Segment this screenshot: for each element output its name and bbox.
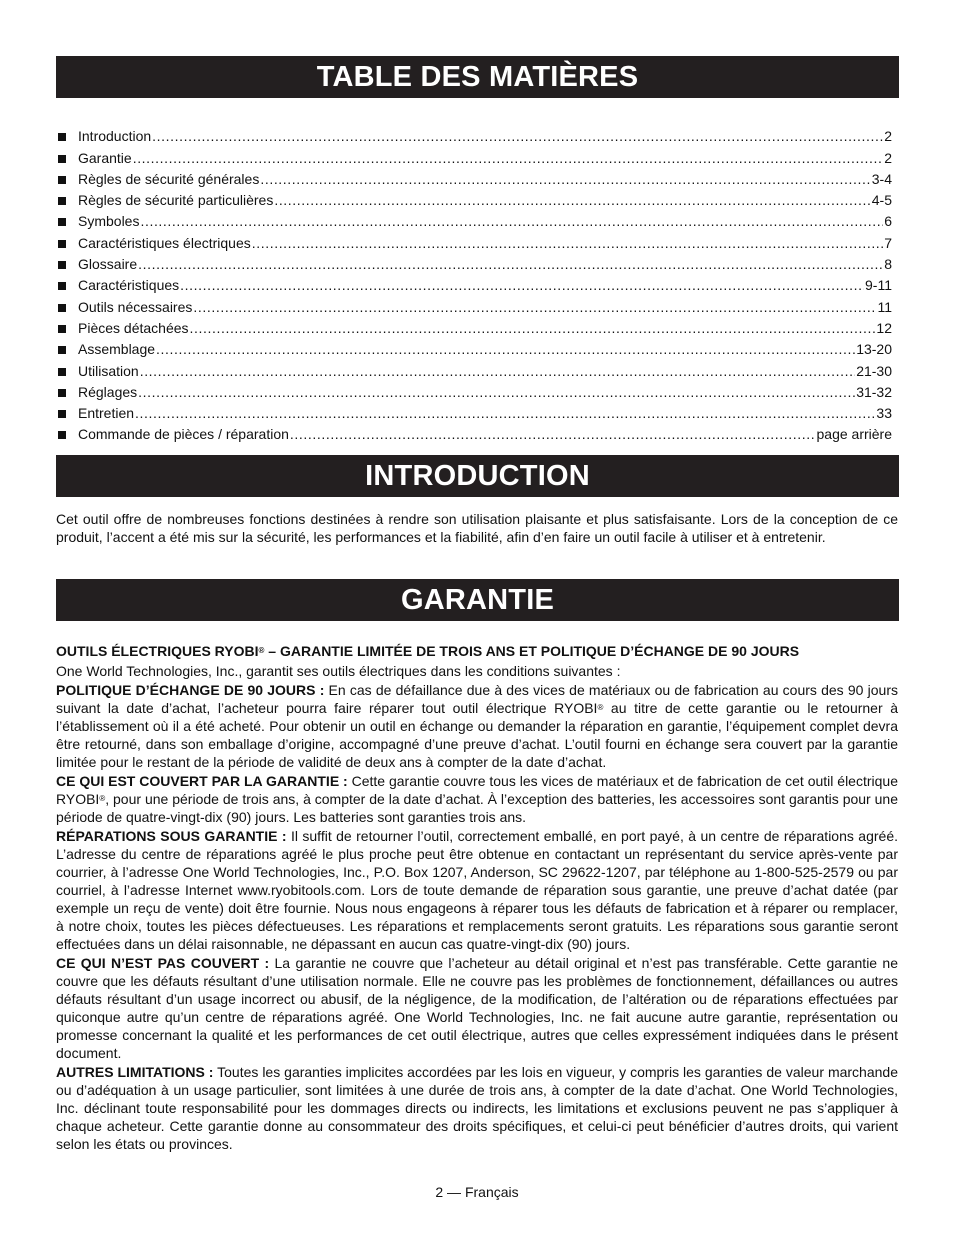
toc-item-page: 9-11 xyxy=(865,277,892,294)
square-bullet-icon xyxy=(58,389,66,397)
toc-leader-dots xyxy=(133,150,884,167)
square-bullet-icon xyxy=(58,304,66,312)
toc-leader-dots xyxy=(152,128,883,145)
toc-leader-dots xyxy=(140,363,855,380)
warranty-section xyxy=(56,642,898,1154)
toc-item xyxy=(58,337,892,358)
toc-item-label: Utilisation xyxy=(78,362,139,379)
toc-item-page: 2 xyxy=(884,149,892,166)
toc-leader-dots xyxy=(260,171,870,188)
toc-leader-dots xyxy=(252,235,883,252)
toc-item xyxy=(58,188,892,209)
toc-item xyxy=(58,401,892,422)
warranty-lead: One World Technologies, Inc., garantit ses outils électriques dans les conditions suivantes : xyxy=(56,663,621,679)
toc-item xyxy=(58,209,892,230)
toc-item-page: 21-30 xyxy=(856,362,892,379)
toc-item-page: page arrière xyxy=(816,426,892,443)
toc-item-page: 13-20 xyxy=(856,341,892,358)
toc-item-label: Entretien xyxy=(78,405,135,422)
toc-item xyxy=(58,145,892,166)
toc-item-page: 6 xyxy=(884,213,892,230)
toc-item-label: Commande de pièces / réparation xyxy=(78,426,289,443)
toc-item-page: 33 xyxy=(876,405,892,422)
toc-item-label: Caractéristiques xyxy=(78,277,180,294)
other-limitations-paragraph: AUTRES LIMITATIONS : Toutes les garanties implicites accordées par les lois en vigueur, y compris les garanties de valeur marchande ou d’adéquation à un usage particulier, sont limitées à une durée de trois ans, à compter de la date d’achat. One World Technologies, Inc. déclinant toute responsabilité pour les dommages directs ou indirects, les limitations et exclusions peuvent ne pas s’appliquer à chaque acheteur. Cette garantie donne au consommateur des droits spécifiques, et celui-ci peut bénéficier d’autres droits, qui varient selon les états ou provinces. xyxy=(56,1064,898,1152)
square-bullet-icon xyxy=(58,431,66,439)
toc-leader-dots xyxy=(138,384,855,401)
toc-leader-dots xyxy=(156,341,855,358)
toc-item-page: 4-5 xyxy=(871,192,892,209)
toc-leader-dots xyxy=(140,213,883,230)
toc-item-label: Symboles xyxy=(78,213,140,230)
toc-item-label: Assemblage xyxy=(78,341,156,358)
square-bullet-icon xyxy=(58,325,66,333)
toc-item xyxy=(58,422,892,443)
square-bullet-icon xyxy=(58,176,66,184)
square-bullet-icon xyxy=(58,155,66,163)
toc-item xyxy=(58,380,892,401)
not-covered-paragraph: CE QUI N’EST PAS COUVERT : La garantie ne couvre que l’acheteur au détail original et n’est pas transférable. Cette garantie ne couvre que les défauts résultant d’une utilisation normale. Elle ne couvre pas les problèmes de fonctionnement, défaillances ou autres défauts résultant d’un usage incorrect ou abusif, de la négligence, de la modification, de l’altération ou de réparations effectuées par quiconque autre qu’un centre de réparations agréé. One World Technologies, Inc. ne fait aucune autre garantie, représentation ou promesse concernant la qualité et les performances de cet outil électrique, autres que celles expressément indiquées dans le présent document. xyxy=(56,955,899,1061)
toc-leader-dots xyxy=(290,426,816,443)
toc-leader-dots xyxy=(274,192,870,209)
toc-item-page: 3-4 xyxy=(871,170,892,187)
toc-item xyxy=(58,316,892,337)
toc-item xyxy=(58,230,892,251)
toc-item-page: 12 xyxy=(876,319,892,336)
toc-title: TABLE DES MATIÈRES xyxy=(56,56,899,98)
toc-leader-dots xyxy=(135,405,875,422)
toc-item-label: Règles de sécurité générales xyxy=(78,170,260,187)
toc-item-page: 11 xyxy=(877,298,892,315)
toc-item-page: 2 xyxy=(884,128,892,145)
toc-item-label: Règles de sécurité particulières xyxy=(78,192,274,209)
toc-item-label: Glossaire xyxy=(78,256,138,273)
toc-item xyxy=(58,358,892,379)
toc-item-page: 7 xyxy=(884,234,892,251)
square-bullet-icon xyxy=(58,368,66,376)
page-footer: 2 — Français xyxy=(435,1184,519,1200)
toc-item-label: Garantie xyxy=(78,149,132,166)
toc-item xyxy=(58,252,892,273)
toc-item-label: Introduction xyxy=(78,128,152,145)
toc-leader-dots xyxy=(193,299,876,316)
square-bullet-icon xyxy=(58,410,66,418)
coverage-paragraph: CE QUI EST COUVERT PAR LA GARANTIE : Cette garantie couvre tous les vices de matériaux et de fabrication de cet outil électrique RYOBI®, pour une période de trois ans, à compter de la date d’achat. À l’exception des batteries, les accessoires sont garantis pour une période de quatre-vingt-dix (90) jours. Les batteries sont garanties trois ans. xyxy=(56,773,898,825)
square-bullet-icon xyxy=(58,218,66,226)
toc-leader-dots xyxy=(138,256,883,273)
toc-item-page: 8 xyxy=(884,256,892,273)
square-bullet-icon xyxy=(58,282,66,290)
toc-leader-dots xyxy=(190,320,876,337)
toc-item-label: Pièces détachées xyxy=(78,319,189,336)
square-bullet-icon xyxy=(58,346,66,354)
square-bullet-icon xyxy=(58,261,66,269)
exchange-policy-paragraph: POLITIQUE D’ÉCHANGE DE 90 JOURS : En cas de défaillance due à des vices de matériaux ou de fabrication au cours des 90 jours suivant la date d’achat, l’acheteur pourra faire réparer tout outil électrique RYOBI® au titre de cette garantie ou le retourner à l’établissement où il a été acheté. Pour obtenir un outil en échange ou demander la réparation en garantie, l’équipement complet devra être retourné, dans son emballage d’origine, accompagné d’une preuve d’achat. L’outil fourni en échange sera couvert par la garantie limitée pour le restant de la période de validité de deux ans à compter de la date d’achat. xyxy=(56,682,898,770)
toc-item-label: Outils nécessaires xyxy=(78,298,193,315)
toc-item xyxy=(58,294,892,315)
toc-item-label: Réglages xyxy=(78,383,138,400)
toc-item xyxy=(58,124,892,145)
introduction-paragraph: Cet outil offre de nombreuses fonctions destinées à rendre son utilisation plaisante et plus satisfaisante. Lors de la conception de ce produit, l’accent a été mis sur la sécurité, les performances et la fiabilité, afin d’en faire un outil facile à utiliser et à entretenir. xyxy=(56,511,898,545)
toc-item xyxy=(58,273,892,294)
introduction-title: INTRODUCTION xyxy=(56,455,899,497)
warranty-title: GARANTIE xyxy=(56,579,899,621)
square-bullet-icon xyxy=(58,133,66,141)
toc-item-label: Caractéristiques électriques xyxy=(78,234,251,251)
warranty-heading: OUTILS ÉLECTRIQUES RYOBI® – GARANTIE LIMITÉE DE TROIS ANS ET POLITIQUE D’ÉCHANGE DE 90 JOURS xyxy=(56,643,800,659)
toc-item-page: 31-32 xyxy=(856,383,892,400)
table-of-contents xyxy=(58,124,892,443)
toc-leader-dots xyxy=(180,277,864,294)
warranty-repairs-paragraph: RÉPARATIONS SOUS GARANTIE : Il suffit de retourner l’outil, correctement emballé, en port payé, à un centre de réparations agréé. L’adresse du centre de réparations agréé le plus proche peut être obtenue en contactant un représentant du service après-vente par courrier, à l’adresse One World Technologies, Inc., P.O. Box 1207, Anderson, SC 29622-1207, par téléphone au 1-800-525-2579 ou par courriel, à l’adresse Internet www.ryobitools.com. Lors de toute demande de réparation sous garantie, une preuve d’achat datée (par exemple un reçu de vente) doit être fournie. Nous nous engageons à réparer tous les défauts de fabrication et à réparer ou remplacer, à notre choix, toutes les pièces défectueuses. Les réparations et remplacements seront gratuits. Les réparations sous garantie seront effectuées dans un délai raisonnable, ne dépassant en aucun cas quatre-vingt-dix (90) jours. xyxy=(56,828,898,952)
toc-item xyxy=(58,167,892,188)
square-bullet-icon xyxy=(58,197,66,205)
square-bullet-icon xyxy=(58,240,66,248)
